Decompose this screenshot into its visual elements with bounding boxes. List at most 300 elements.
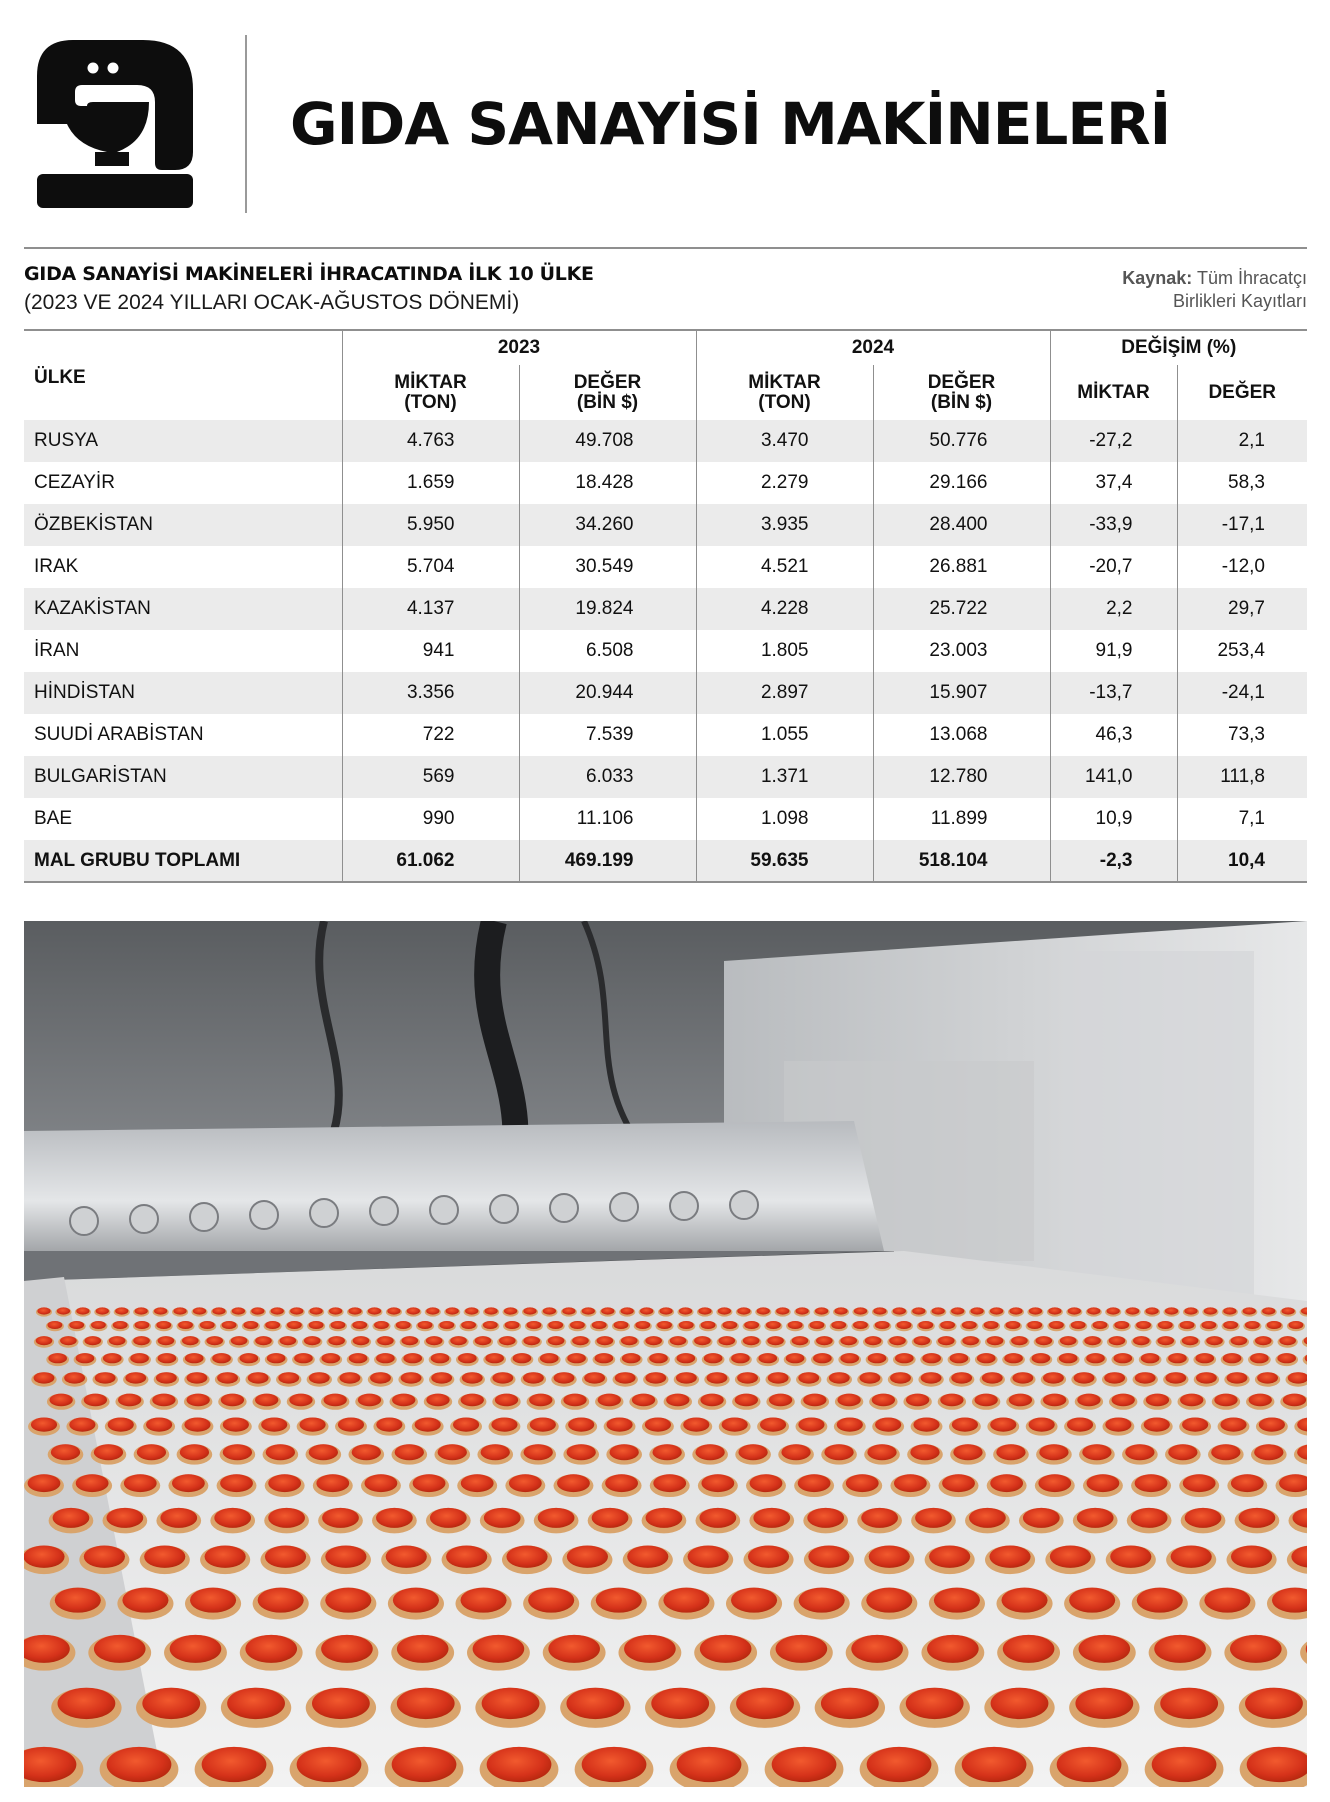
tart-jam bbox=[663, 1588, 709, 1613]
tart-jam bbox=[932, 1307, 945, 1314]
tart-jam bbox=[84, 1336, 101, 1345]
value-cell-cm: 10,9 bbox=[1050, 798, 1177, 840]
tart-jam bbox=[401, 1372, 422, 1383]
tart-jam bbox=[837, 1394, 860, 1407]
tart-jam bbox=[748, 1546, 789, 1568]
value-cell-cd: 58,3 bbox=[1177, 462, 1307, 504]
tart-jam bbox=[1185, 1508, 1222, 1528]
tart-jam bbox=[47, 1321, 62, 1329]
country-cell: HİNDİSTAN bbox=[24, 672, 342, 714]
tart-jam bbox=[142, 1688, 200, 1719]
tart-jam bbox=[906, 1688, 964, 1719]
tart-jam bbox=[670, 1336, 687, 1345]
country-cell: BAE bbox=[34, 808, 73, 829]
tart-jam bbox=[807, 1508, 844, 1528]
tart-jam bbox=[753, 1508, 790, 1528]
value-cell-m2024: 59.635 bbox=[696, 840, 873, 882]
tart-jam bbox=[24, 1546, 65, 1568]
tart-jam bbox=[1195, 1353, 1214, 1363]
table-row bbox=[24, 714, 1307, 756]
tart-jam bbox=[701, 1321, 716, 1329]
tart-jam bbox=[300, 1418, 326, 1432]
tart-jam bbox=[1220, 1418, 1246, 1432]
tart-jam bbox=[130, 1353, 149, 1363]
tart-jam bbox=[1245, 1321, 1260, 1329]
tart-jam bbox=[76, 1353, 95, 1363]
table-body bbox=[24, 420, 1307, 882]
tart-jam bbox=[55, 1588, 101, 1613]
tart-jam bbox=[1239, 1508, 1276, 1528]
tart-jam bbox=[51, 1444, 80, 1460]
tart-jam bbox=[1283, 1394, 1306, 1407]
tart-jam bbox=[846, 1474, 879, 1492]
tart-jam bbox=[310, 1307, 323, 1314]
tart-jam bbox=[499, 1336, 516, 1345]
tart-jam bbox=[352, 1444, 381, 1460]
tart-jam bbox=[506, 1546, 547, 1568]
value-cell-cd: 7,1 bbox=[1177, 798, 1307, 840]
value-cell-m2023: 569 bbox=[342, 756, 519, 798]
tart-jam bbox=[735, 1394, 758, 1407]
tart-jam bbox=[1196, 1372, 1217, 1383]
tart-jam bbox=[1255, 1336, 1272, 1345]
tart-jam bbox=[1250, 1353, 1269, 1363]
tart-jam bbox=[595, 1353, 614, 1363]
tart-jam bbox=[659, 1307, 672, 1314]
value-cell-d2023: 20.944 bbox=[519, 672, 696, 714]
tart-jam bbox=[1145, 1307, 1158, 1314]
tart-jam bbox=[1107, 1307, 1120, 1314]
tart-jam bbox=[605, 1474, 638, 1492]
tart-jam bbox=[491, 1418, 517, 1432]
tart-jam bbox=[867, 1747, 932, 1782]
tart-jam bbox=[401, 1336, 418, 1345]
value-cell-d2023: 34.260 bbox=[519, 504, 696, 546]
tart-jam bbox=[816, 1336, 833, 1345]
tart-jam bbox=[223, 1444, 252, 1460]
tart-jam bbox=[1282, 1307, 1295, 1314]
tart-jam bbox=[328, 1336, 345, 1345]
value-cell-d2023: 49.708 bbox=[519, 420, 696, 462]
tart-jam bbox=[135, 1307, 148, 1314]
tart-jam bbox=[875, 1321, 890, 1329]
tart-jam bbox=[699, 1508, 736, 1528]
tart-jam bbox=[1259, 1418, 1285, 1432]
tart-jam bbox=[348, 1307, 361, 1314]
tart-jam bbox=[799, 1588, 845, 1613]
tart-jam bbox=[84, 1394, 107, 1407]
tart-jam bbox=[596, 1588, 642, 1613]
value-cell-cm: 46,3 bbox=[1050, 714, 1177, 756]
tart-jam bbox=[666, 1394, 689, 1407]
value-cell-cd: -12,0 bbox=[1177, 546, 1307, 588]
tart-jam bbox=[736, 1688, 794, 1719]
tart-jam bbox=[309, 1372, 330, 1383]
tart-jam bbox=[934, 1588, 980, 1613]
tart-jam bbox=[890, 1372, 911, 1383]
tart-jam bbox=[156, 1372, 177, 1383]
tart-jam bbox=[861, 1508, 898, 1528]
tart-jam bbox=[606, 1418, 632, 1432]
tart-jam bbox=[567, 1353, 586, 1363]
tart-jam bbox=[568, 1418, 594, 1432]
value-cell-m2023: 5.950 bbox=[342, 504, 519, 546]
tart-jam bbox=[1074, 1372, 1095, 1383]
tart-jam bbox=[951, 1372, 972, 1383]
tart-jam bbox=[1039, 1444, 1068, 1460]
value-cell-cm: -13,7 bbox=[1050, 672, 1177, 714]
tart-jam bbox=[231, 1336, 248, 1345]
tart-jam bbox=[922, 1353, 941, 1363]
col-group-2023: 2023 bbox=[342, 330, 696, 365]
tart-jam bbox=[526, 1321, 541, 1329]
tart-jam bbox=[430, 1508, 467, 1528]
tart-jam bbox=[268, 1474, 301, 1492]
tart-jam bbox=[144, 1546, 185, 1568]
tart-jam bbox=[1029, 1418, 1055, 1432]
tart-jam bbox=[540, 1353, 559, 1363]
tart-jam bbox=[1067, 1418, 1093, 1432]
tart-jam bbox=[461, 1321, 476, 1329]
tart-jam bbox=[395, 1444, 424, 1460]
tart-jam bbox=[1180, 1321, 1195, 1329]
tart-jam bbox=[962, 1747, 1027, 1782]
value-cell-m2023: 4.763 bbox=[342, 420, 519, 462]
tart-jam bbox=[374, 1321, 389, 1329]
value-cell-d2024: 15.907 bbox=[873, 672, 1050, 714]
tart-jam bbox=[473, 1635, 525, 1663]
tart-jam bbox=[1004, 1353, 1023, 1363]
tart-jam bbox=[1245, 1688, 1303, 1719]
tart-jam bbox=[438, 1444, 467, 1460]
value-cell-d2023: 18.428 bbox=[519, 462, 696, 504]
tart-jam bbox=[453, 1418, 479, 1432]
table-title: GIDA SANAYİSİ MAKİNELERİ İHRACATINDA İLK 10 ÜLKE bbox=[24, 263, 594, 285]
tart-jam bbox=[190, 1588, 236, 1613]
tart-jam bbox=[766, 1321, 781, 1329]
tart-jam bbox=[1105, 1418, 1131, 1432]
tart-jam bbox=[990, 1307, 1003, 1314]
country-cell: SUUDİ ARABİSTAN bbox=[34, 724, 204, 745]
tart-jam bbox=[738, 1444, 767, 1460]
value-cell-d2023: 7.539 bbox=[519, 714, 696, 756]
tart-jam bbox=[297, 1747, 362, 1782]
tart-jam bbox=[570, 1321, 585, 1329]
tart-jam bbox=[567, 1444, 596, 1460]
tart-jam bbox=[683, 1418, 709, 1432]
tart-jam bbox=[349, 1353, 368, 1363]
tart-jam bbox=[1211, 1444, 1240, 1460]
tart-jam bbox=[1146, 1394, 1169, 1407]
tart-jam bbox=[413, 1474, 446, 1492]
tart-jam bbox=[592, 1321, 607, 1329]
tart-jam bbox=[582, 1747, 647, 1782]
tart-jam bbox=[265, 1546, 306, 1568]
tart-jam bbox=[122, 1588, 168, 1613]
tart-jam bbox=[796, 1307, 809, 1314]
tart-jam bbox=[875, 1418, 901, 1432]
tart-jam bbox=[125, 1372, 146, 1383]
value-cell-cd: 253,4 bbox=[1177, 630, 1307, 672]
tart-jam bbox=[1126, 1307, 1139, 1314]
value-cell-cm: -33,9 bbox=[1050, 504, 1177, 546]
tart-jam bbox=[124, 1474, 157, 1492]
tart-jam bbox=[431, 1353, 450, 1363]
tart-jam bbox=[621, 1336, 638, 1345]
tart-jam bbox=[970, 1307, 983, 1314]
value-cell-cd: 10,4 bbox=[1177, 840, 1307, 882]
tart-jam bbox=[772, 1747, 837, 1782]
tart-jam bbox=[170, 1635, 222, 1663]
country-cell: IRAK bbox=[34, 556, 79, 577]
tart-jam bbox=[582, 1307, 595, 1314]
value-cell-m2024: 3.470 bbox=[696, 420, 873, 462]
tart-jam bbox=[523, 1372, 544, 1383]
tart-jam bbox=[200, 1321, 215, 1329]
tart-jam bbox=[982, 1372, 1003, 1383]
tart-jam bbox=[1231, 1546, 1272, 1568]
tart-jam bbox=[538, 1508, 575, 1528]
value-cell-cd: 2,1 bbox=[1177, 420, 1307, 462]
tart-jam bbox=[803, 1394, 826, 1407]
tart-jam bbox=[187, 1372, 208, 1383]
tart-jam bbox=[758, 1353, 777, 1363]
tart-jam bbox=[57, 1307, 70, 1314]
tart-jam bbox=[1152, 1747, 1217, 1782]
tart-jam bbox=[461, 1588, 507, 1613]
tart-jam bbox=[1137, 1588, 1183, 1613]
tart-jam bbox=[407, 1307, 420, 1314]
tart-jam bbox=[653, 1444, 682, 1460]
tart-jam bbox=[94, 1635, 146, 1663]
tart-jam bbox=[48, 1353, 67, 1363]
tart-jam bbox=[776, 1635, 828, 1663]
tart-jam bbox=[458, 1353, 477, 1363]
tart-jam bbox=[280, 1336, 297, 1345]
value-cell-cm: -2,3 bbox=[1050, 840, 1177, 882]
tart-jam bbox=[768, 1372, 789, 1383]
tart-jam bbox=[206, 1336, 223, 1345]
tart-jam bbox=[321, 1635, 373, 1663]
tart-jam bbox=[927, 1635, 979, 1663]
table-heading bbox=[24, 249, 1307, 329]
tart-jam bbox=[1114, 1353, 1133, 1363]
tart-jam bbox=[267, 1353, 286, 1363]
tart-jam bbox=[1082, 1444, 1111, 1460]
col-group-2024: 2024 bbox=[696, 330, 1050, 365]
tart-jam bbox=[1071, 1321, 1086, 1329]
tart-jam bbox=[837, 1418, 863, 1432]
tart-jam bbox=[289, 1394, 312, 1407]
tart-jam bbox=[135, 1321, 150, 1329]
tart-jam bbox=[504, 1307, 517, 1314]
value-cell-d2024: 50.776 bbox=[873, 420, 1050, 462]
tart-jam bbox=[1214, 1394, 1237, 1407]
value-cell-cm: 91,9 bbox=[1050, 630, 1177, 672]
tart-jam bbox=[212, 1353, 231, 1363]
tart-jam bbox=[1009, 1307, 1022, 1314]
tart-jam bbox=[743, 1336, 760, 1345]
tart-jam bbox=[316, 1474, 349, 1492]
col-header-deger-2024: DEĞER (BİN $) bbox=[873, 365, 1050, 420]
tart-jam bbox=[996, 1444, 1025, 1460]
value-cell-d2024: 518.104 bbox=[873, 840, 1050, 882]
tart-jam bbox=[1133, 1336, 1150, 1345]
production-line-illustration bbox=[24, 921, 1307, 1787]
col-header-miktar-2024: MİKTAR (TON) bbox=[696, 365, 873, 420]
tart-jam bbox=[376, 1508, 413, 1528]
tart-jam bbox=[528, 1588, 574, 1613]
tart-jam bbox=[28, 1474, 61, 1492]
tart-jam bbox=[1005, 1321, 1020, 1329]
value-cell-d2024: 26.881 bbox=[873, 546, 1050, 588]
table-row bbox=[24, 756, 1307, 798]
tart-jam bbox=[704, 1353, 723, 1363]
tart-jam bbox=[446, 1546, 487, 1568]
value-cell-d2023: 6.508 bbox=[519, 630, 696, 672]
tart-jam bbox=[513, 1353, 532, 1363]
value-cell-d2024: 29.166 bbox=[873, 462, 1050, 504]
tart-jam bbox=[261, 1418, 287, 1432]
tart-jam bbox=[645, 1336, 662, 1345]
tart-jam bbox=[744, 1321, 759, 1329]
tart-jam bbox=[990, 1474, 1023, 1492]
tart-jam bbox=[873, 1307, 886, 1314]
tart-jam bbox=[376, 1418, 402, 1432]
tart-jam bbox=[567, 1546, 608, 1568]
tart-jam bbox=[950, 1353, 969, 1363]
tart-jam bbox=[940, 1321, 955, 1329]
tart-jam bbox=[222, 1321, 237, 1329]
tart-jam bbox=[304, 1336, 321, 1345]
tart-jam bbox=[853, 1321, 868, 1329]
tart-jam bbox=[431, 1372, 452, 1383]
tart-jam bbox=[115, 1307, 128, 1314]
country-cell: BULGARİSTAN bbox=[24, 756, 342, 798]
tart-production-line-photo bbox=[24, 921, 1307, 1787]
tart-jam bbox=[679, 1321, 694, 1329]
tart-jam bbox=[1075, 1688, 1133, 1719]
value-cell-d2023: 11.106 bbox=[519, 798, 696, 840]
tart-jam bbox=[172, 1474, 205, 1492]
tart-jam bbox=[694, 1336, 711, 1345]
tart-jam bbox=[624, 1635, 676, 1663]
tart-jam bbox=[377, 1336, 394, 1345]
tart-jam bbox=[96, 1307, 109, 1314]
tart-jam bbox=[245, 1635, 297, 1663]
value-cell-m2023: 4.137 bbox=[342, 588, 519, 630]
tart-jam bbox=[788, 1321, 803, 1329]
tart-jam bbox=[154, 1307, 167, 1314]
col-header-miktar-2023: MİKTAR (TON) bbox=[342, 365, 519, 420]
tart-jam bbox=[776, 1307, 789, 1314]
stand-mixer-icon bbox=[37, 40, 193, 208]
value-cell-m2023: 1.659 bbox=[342, 462, 519, 504]
value-cell-d2024: 12.780 bbox=[873, 756, 1050, 798]
tart-jam bbox=[562, 1307, 575, 1314]
tart-jam bbox=[767, 1336, 784, 1345]
tart-jam bbox=[621, 1307, 634, 1314]
tart-jam bbox=[221, 1394, 244, 1407]
tart-jam bbox=[851, 1635, 903, 1663]
value-cell-m2024: 2.279 bbox=[696, 462, 873, 504]
value-cell-m2024: 1.098 bbox=[696, 798, 873, 840]
tart-jam bbox=[322, 1508, 359, 1528]
tart-jam bbox=[396, 1321, 411, 1329]
tart-jam bbox=[108, 1418, 134, 1432]
tart-jam bbox=[461, 1394, 484, 1407]
tart-jam bbox=[185, 1353, 204, 1363]
tart-jam bbox=[815, 1307, 828, 1314]
tart-jam bbox=[1144, 1418, 1170, 1432]
tart-jam bbox=[1168, 1444, 1197, 1460]
tart-jam bbox=[808, 1546, 849, 1568]
source-text-line2: Birlikleri Kayıtları bbox=[1172, 291, 1307, 311]
tart-jam bbox=[338, 1418, 364, 1432]
tart-jam bbox=[786, 1353, 805, 1363]
tart-jam bbox=[1035, 1336, 1052, 1345]
tart-jam bbox=[186, 1394, 209, 1407]
tart-jam bbox=[109, 1336, 126, 1345]
value-cell-d2024: 23.003 bbox=[873, 630, 1050, 672]
tart-jam bbox=[910, 1444, 939, 1460]
tart-jam bbox=[991, 1688, 1049, 1719]
tart-jam bbox=[505, 1321, 520, 1329]
tart-jam bbox=[1223, 1353, 1242, 1363]
tart-jam bbox=[1204, 1588, 1250, 1613]
tart-jam bbox=[530, 1418, 556, 1432]
tart-jam bbox=[1029, 1307, 1042, 1314]
table-row bbox=[24, 798, 1307, 840]
country-cell: KAZAKİSTAN bbox=[24, 588, 342, 630]
tart-jam bbox=[58, 1688, 116, 1719]
tart-jam bbox=[677, 1353, 696, 1363]
value-cell-d2024: 25.722 bbox=[873, 588, 1050, 630]
tart-jam bbox=[309, 1444, 338, 1460]
tart-jam bbox=[1184, 1307, 1197, 1314]
tart-jam bbox=[1069, 1588, 1115, 1613]
tart-jam bbox=[750, 1474, 783, 1492]
tart-jam bbox=[352, 1321, 367, 1329]
export-table bbox=[24, 329, 1307, 883]
tart-jam bbox=[889, 1336, 906, 1345]
tart-jam bbox=[597, 1336, 614, 1345]
value-cell-m2023: 5.704 bbox=[342, 546, 519, 588]
tart-jam bbox=[1023, 1508, 1060, 1528]
tart-jam bbox=[584, 1372, 605, 1383]
col-group-change: DEĞİŞİM (%) bbox=[1050, 330, 1307, 365]
tart-jam bbox=[868, 1353, 887, 1363]
tart-jam bbox=[649, 1353, 668, 1363]
tart-jam bbox=[760, 1418, 786, 1432]
tart-jam bbox=[1077, 1508, 1114, 1528]
tart-jam bbox=[37, 1307, 50, 1314]
tart-jam bbox=[268, 1508, 305, 1528]
tart-jam bbox=[76, 1307, 89, 1314]
tart-jam bbox=[813, 1353, 832, 1363]
table-row bbox=[24, 672, 1307, 714]
country-cell: MAL GRUBU TOPLAMI bbox=[24, 840, 342, 882]
tart-jam bbox=[1231, 1336, 1248, 1345]
tart-jam bbox=[312, 1688, 370, 1719]
tart-jam bbox=[548, 1635, 600, 1663]
tart-jam bbox=[840, 1336, 857, 1345]
tart-jam bbox=[446, 1307, 459, 1314]
tart-jam bbox=[1135, 1372, 1156, 1383]
table-row bbox=[24, 462, 1307, 504]
tart-jam bbox=[810, 1321, 825, 1329]
tart-jam bbox=[769, 1394, 792, 1407]
